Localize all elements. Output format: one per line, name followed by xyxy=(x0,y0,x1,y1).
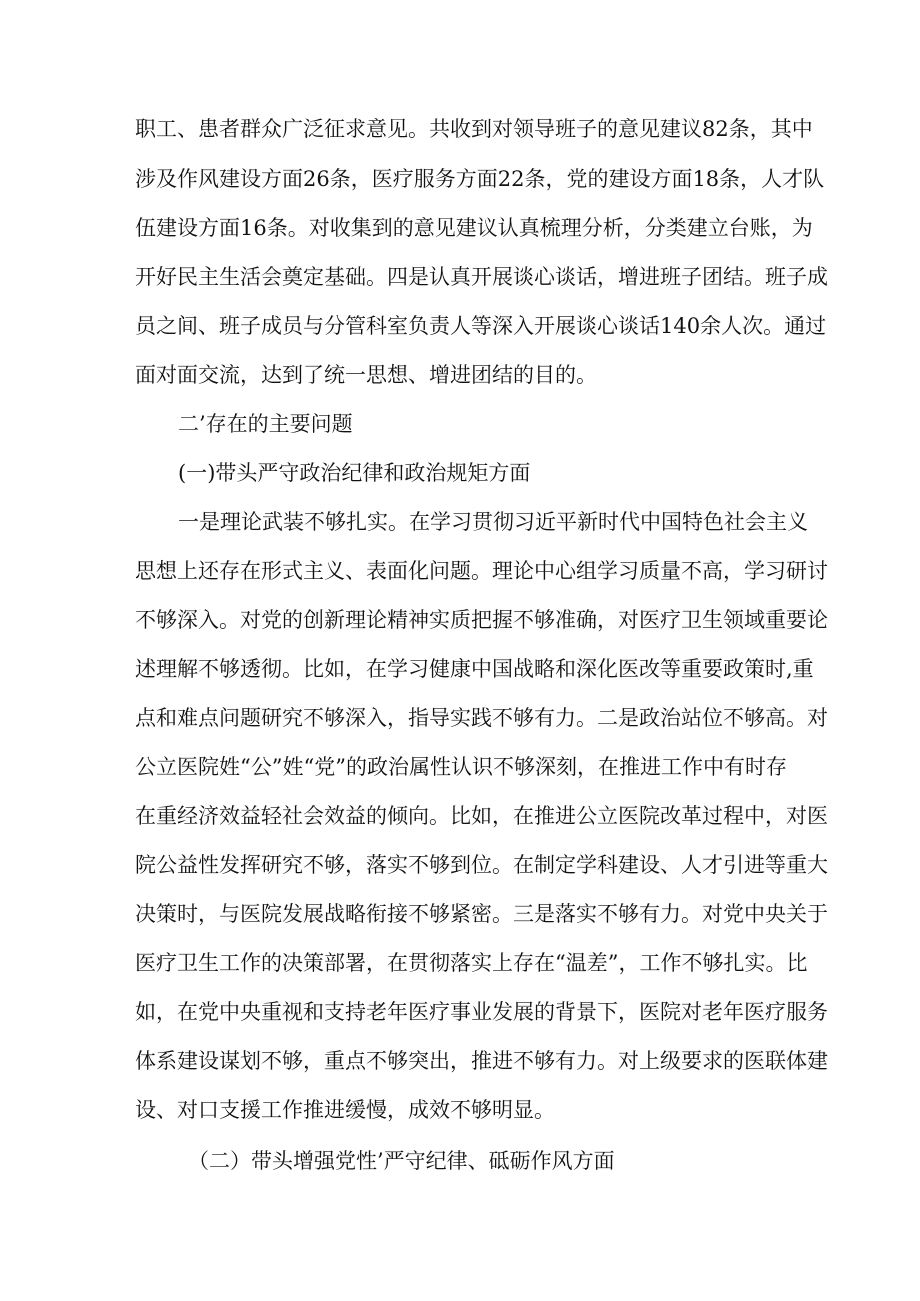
paragraph-2-line: 设、对口支援工作推进缓慢，成效不够明显。 xyxy=(135,1098,555,1122)
paragraph-1-line: 职工、患者群众广泛征求意见。共收到对领导班子的意见建议82条，其中 xyxy=(135,117,813,141)
paragraph-1-line: 开好民主生活会奠定基础。四是认真开展谈心谈话，增进班子团结。班子成 xyxy=(135,265,828,289)
paragraph-2-line: 医疗卫生工作的决策部署，在贯彻落实上存在“温差”，工作不够扎实。比 xyxy=(135,951,808,975)
paragraph-2-line: 院公益性发挥研究不够，落实不够到位。在制定学科建设、人才引进等重大 xyxy=(135,853,828,877)
paragraph-1-line: 伍建设方面16条。对收集到的意见建议认真梳理分析，分类建立台账，为 xyxy=(135,216,813,240)
paragraph-2-line: 不够深入。对党的创新理论精神实质把握不够准确，对医疗卫生领域重要论 xyxy=(135,608,828,632)
paragraph-2-line: 决策时，与医院发展战略衔接不够紧密。三是落实不够有力。对党中央关于 xyxy=(135,902,828,926)
paragraph-1-line: 面对面交流，达到了统一思想、增进团结的目的。 xyxy=(135,363,597,387)
paragraph-2-line: 述理解不够透彻。比如，在学习健康中国战略和深化医改等重要政策时,重 xyxy=(135,657,814,681)
paragraph-2-line: 一是理论武装不够扎实。在学习贯彻习近平新时代中国特色社会主义 xyxy=(178,510,808,534)
paragraph-1-line: 员之间、班子成员与分管科室负责人等深入开展谈心谈话140余人次。通过 xyxy=(135,314,827,338)
paragraph-2-line: 在重经济效益轻社会效益的倾向。比如，在推进公立医院改革过程中，对医 xyxy=(135,804,828,828)
section-heading: 二’存在的主要问题 xyxy=(178,412,353,436)
paragraph-2-line: 如，在党中央重视和支持老年医疗事业发展的背景下，医院对老年医疗服务 xyxy=(135,1000,828,1024)
paragraph-2-line: 思想上还存在形式主义、表面化问题。理论中心组学习质量不高，学习研讨 xyxy=(135,559,828,583)
paragraph-1-line: 涉及作风建设方面26条，医疗服务方面22条，党的建设方面18条，人才队 xyxy=(135,167,825,191)
paragraph-2-line: 点和难点问题研究不够深入，指导实践不够有力。二是政治站位不够高。对 xyxy=(135,706,828,730)
paragraph-2-line: 体系建设谋划不够，重点不够突出，推进不够有力。对上级要求的医联体建 xyxy=(135,1049,828,1073)
subsection-heading: （二）带头增强党性’严守纪律、砥砺作风方面 xyxy=(188,1149,615,1173)
subsection-heading: (一)带头严守政治纪律和政治规矩方面 xyxy=(178,461,531,485)
paragraph-2-line: 公立医院姓“公”姓“党”的政治属性认识不够深刻，在推进工作中有时存 xyxy=(135,755,787,779)
